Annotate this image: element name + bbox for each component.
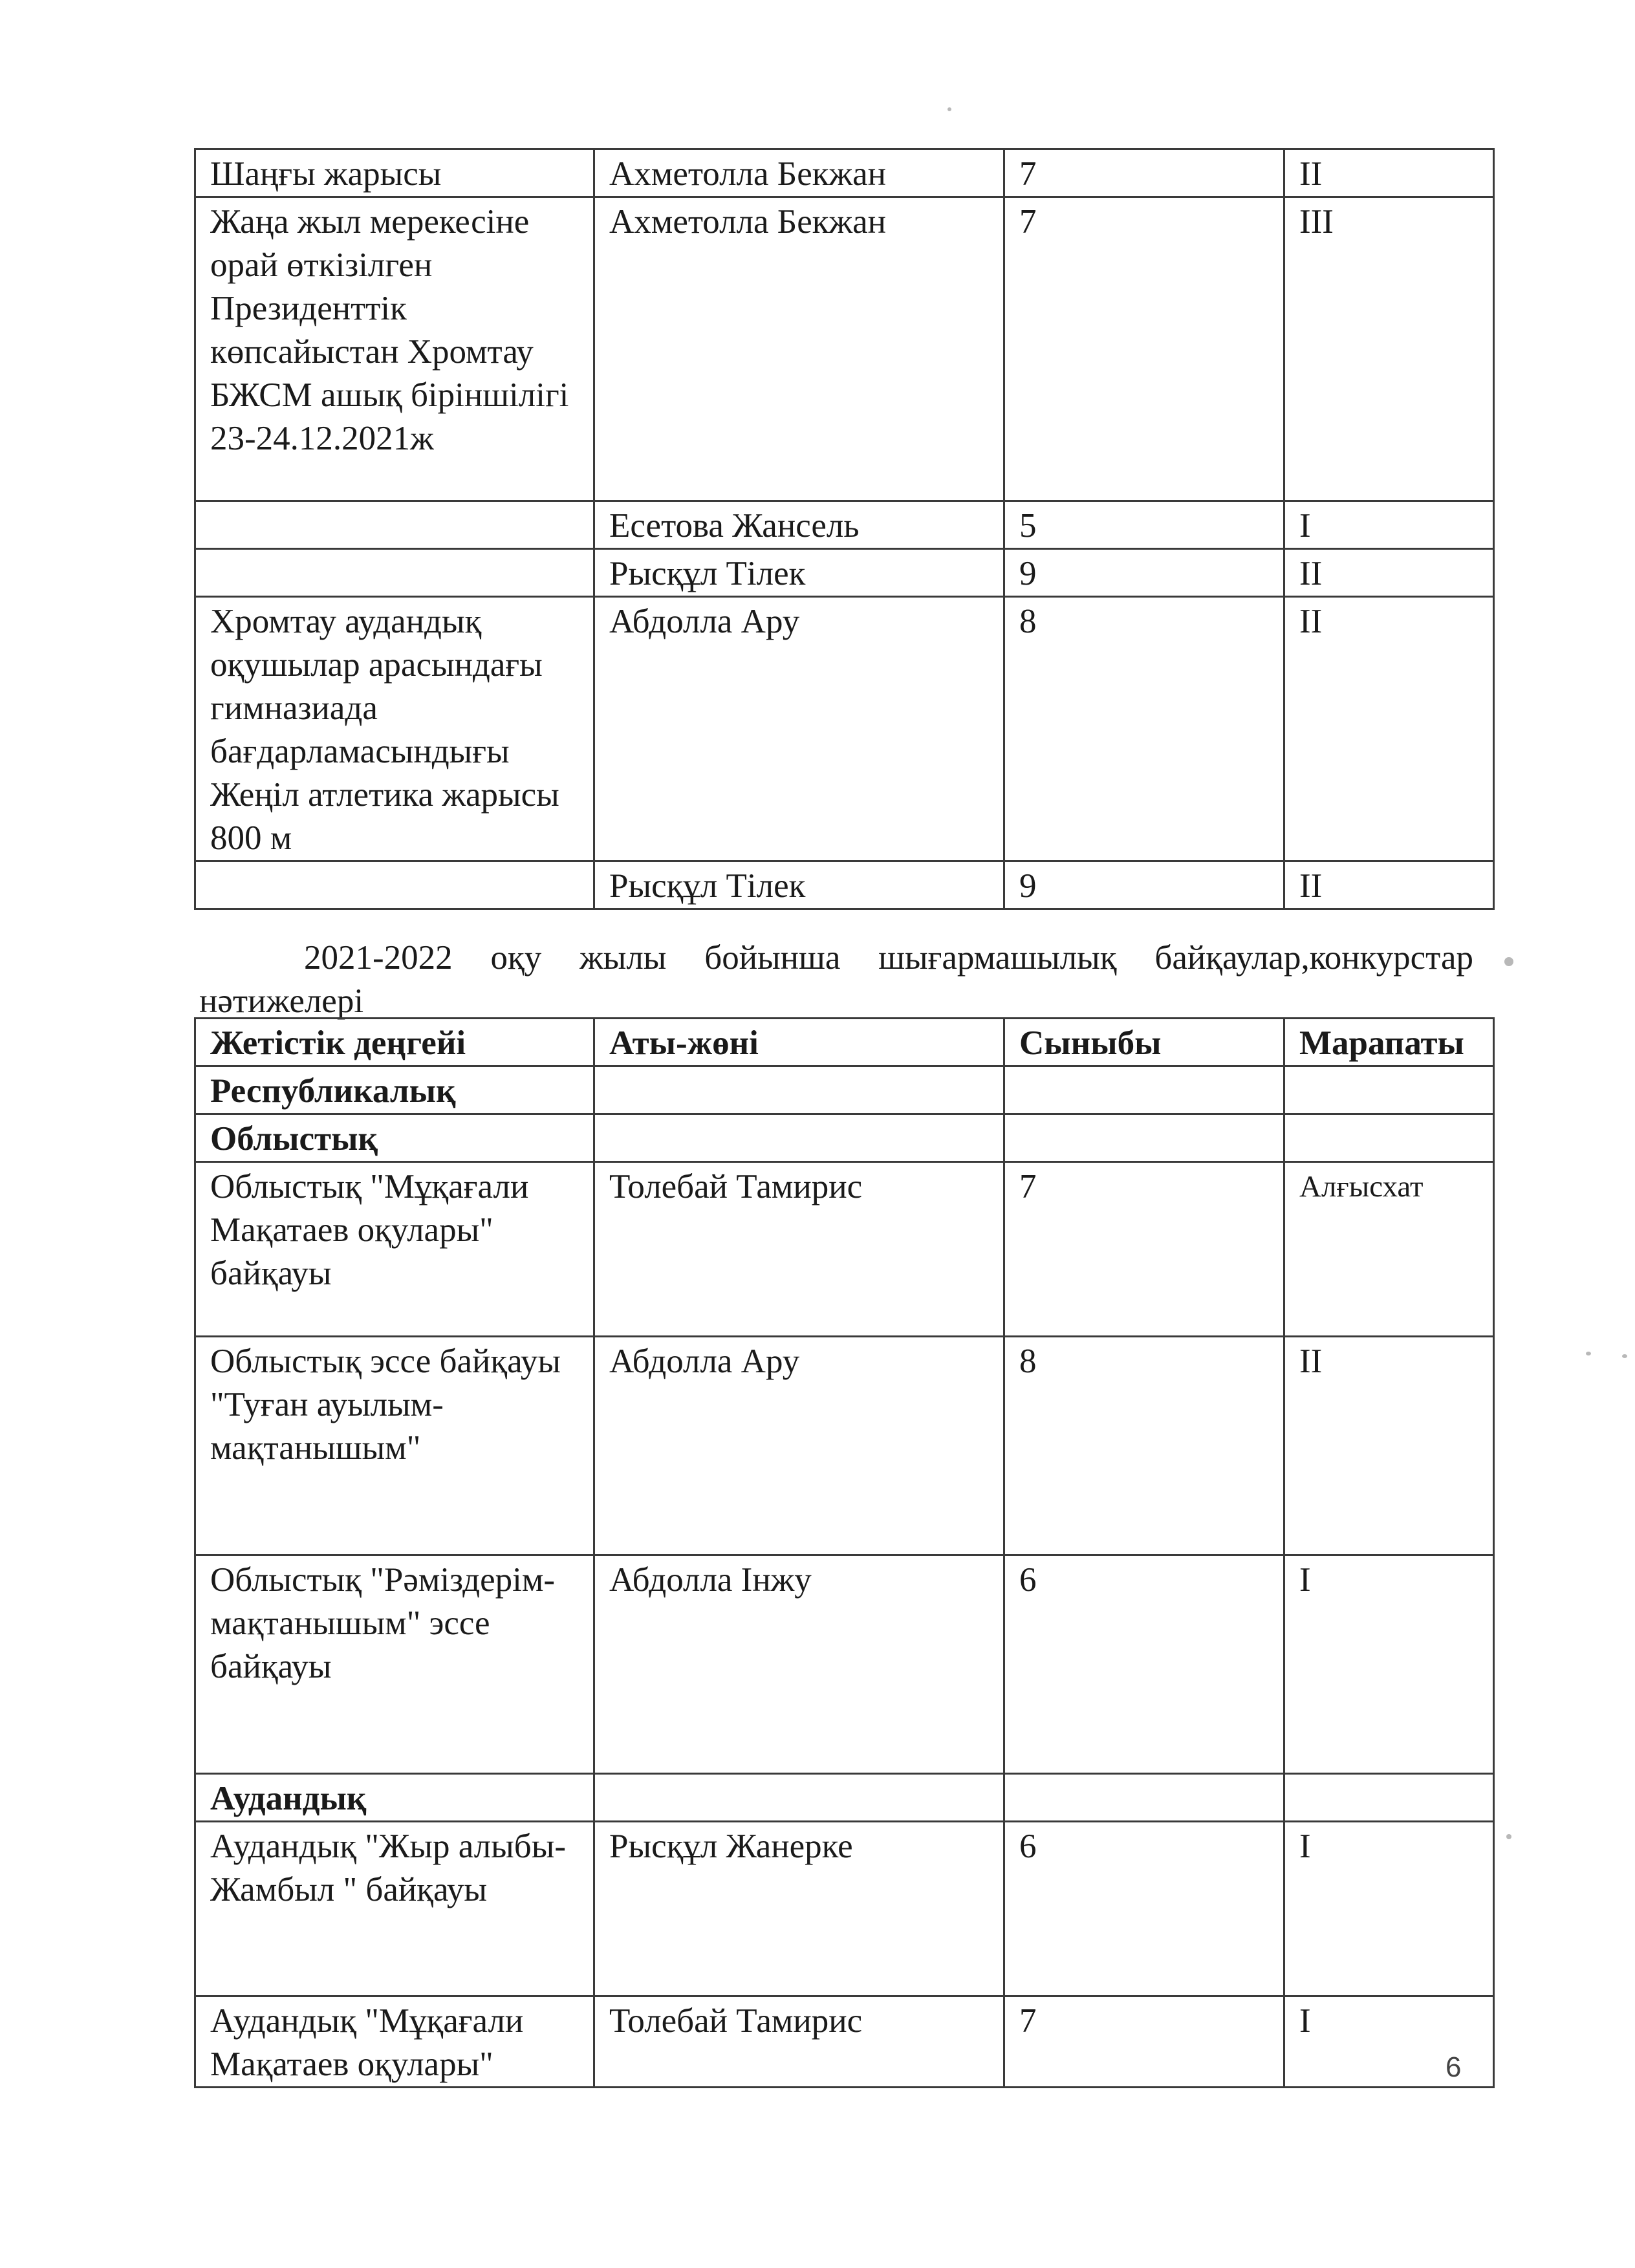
event-cell: Облыстық "Мұқағали Мақатаев оқулары" байқауы <box>195 1162 594 1337</box>
event-cell <box>195 549 594 597</box>
student-name-cell: Абдолла Ару <box>594 597 1004 861</box>
empty-cell <box>594 1066 1004 1114</box>
award-cell: II <box>1284 597 1494 861</box>
award-cell: III <box>1284 197 1494 501</box>
table-row <box>195 197 1494 501</box>
award-cell: I <box>1284 1822 1494 1996</box>
section-heading-line-2: нәтижелері <box>199 982 364 1020</box>
scan-speck <box>1622 1354 1627 1358</box>
student-name-cell: Рысқұл Жанерке <box>594 1822 1004 1996</box>
section-heading <box>199 936 1473 1023</box>
student-name-cell: Есетова Жансель <box>594 501 1004 549</box>
award-cell: I <box>1284 501 1494 549</box>
event-cell: Облыстық эссе байқауы "Туған ауылым-мақтанышым" <box>195 1337 594 1555</box>
table-row <box>195 1555 1494 1774</box>
award-cell: I <box>1284 1996 1494 2088</box>
empty-cell <box>594 1114 1004 1162</box>
empty-cell <box>594 1774 1004 1822</box>
event-cell: Облыстық "Рәміздерім-мақтанышым" эссе байқауы <box>195 1555 594 1774</box>
empty-cell <box>1284 1774 1494 1822</box>
table-row <box>195 597 1494 861</box>
section-heading-line-1: 2021-2022 оқу жылы бойынша шығармашылық байқаулар,конкурстар <box>304 939 1473 977</box>
grade-cell: 7 <box>1004 197 1284 501</box>
table-row <box>195 1162 1494 1337</box>
student-name-cell: Абдолла Інжу <box>594 1555 1004 1774</box>
section-row-region <box>195 1114 1494 1162</box>
table-row <box>195 861 1494 909</box>
grade-cell: 6 <box>1004 1555 1284 1774</box>
column-header-grade: Сыныбы <box>1004 1019 1284 1066</box>
column-header-level: Жетістік деңгейі <box>195 1019 594 1066</box>
event-cell: Жаңа жыл мерекесіне орай өткізілген Президенттік көпсайыстан Хромтау БЖСМ ашық біріншілігі 23-24.12.2021ж <box>195 197 594 501</box>
creative-contests-table <box>194 1017 1495 2088</box>
grade-cell: 9 <box>1004 861 1284 909</box>
empty-cell <box>1284 1114 1494 1162</box>
event-cell: Аудандық "Мұқағали Мақатаев оқулары" <box>195 1996 594 2088</box>
grade-cell: 7 <box>1004 1996 1284 2088</box>
column-header-award: Марапаты <box>1284 1019 1494 1066</box>
grade-cell: 8 <box>1004 1337 1284 1555</box>
student-name-cell: Рысқұл Тілек <box>594 861 1004 909</box>
award-cell: II <box>1284 549 1494 597</box>
sports-results-table <box>194 148 1495 910</box>
scan-speck <box>1586 1352 1591 1355</box>
section-label: Облыстық <box>195 1114 594 1162</box>
section-label: Республикалық <box>195 1066 594 1114</box>
column-header-name: Аты-жөні <box>594 1019 1004 1066</box>
table-row <box>195 1822 1494 1996</box>
grade-cell: 6 <box>1004 1822 1284 1996</box>
student-name-cell: Толебай Тамирис <box>594 1996 1004 2088</box>
event-cell <box>195 501 594 549</box>
event-cell <box>195 861 594 909</box>
section-row-district <box>195 1774 1494 1822</box>
table-row <box>195 149 1494 197</box>
award-cell: II <box>1284 861 1494 909</box>
page-number: 6 <box>1446 2051 1462 2083</box>
empty-cell <box>1004 1114 1284 1162</box>
grade-cell: 5 <box>1004 501 1284 549</box>
student-name-cell: Толебай Тамирис <box>594 1162 1004 1337</box>
grade-cell: 7 <box>1004 1162 1284 1337</box>
empty-cell <box>1004 1774 1284 1822</box>
grade-cell: 8 <box>1004 597 1284 861</box>
event-cell: Хромтау аудандық оқушылар арасындағы гимназиада бағдарламасындығы Жеңіл атлетика жарысы 800 м <box>195 597 594 861</box>
table-row <box>195 549 1494 597</box>
student-name-cell: Абдолла Ару <box>594 1337 1004 1555</box>
event-cell: Аудандық "Жыр алыбы-Жамбыл " байқауы <box>195 1822 594 1996</box>
student-name-cell: Ахметолла Бекжан <box>594 149 1004 197</box>
grade-cell: 7 <box>1004 149 1284 197</box>
grade-cell: 9 <box>1004 549 1284 597</box>
section-label: Аудандық <box>195 1774 594 1822</box>
table-row <box>195 1996 1494 2088</box>
scan-speck <box>1504 957 1513 966</box>
student-name-cell: Ахметолла Бекжан <box>594 197 1004 501</box>
scan-speck <box>947 107 951 111</box>
award-cell: II <box>1284 149 1494 197</box>
empty-cell <box>1284 1066 1494 1114</box>
award-cell: I <box>1284 1555 1494 1774</box>
section-row-republic <box>195 1066 1494 1114</box>
student-name-cell: Рысқұл Тілек <box>594 549 1004 597</box>
scan-speck <box>1506 1834 1511 1839</box>
award-cell: II <box>1284 1337 1494 1555</box>
award-cell: Алғысхат <box>1284 1162 1494 1337</box>
table-header-row <box>195 1019 1494 1066</box>
event-cell: Шаңғы жарысы <box>195 149 594 197</box>
table-row <box>195 501 1494 549</box>
empty-cell <box>1004 1066 1284 1114</box>
table-row <box>195 1337 1494 1555</box>
